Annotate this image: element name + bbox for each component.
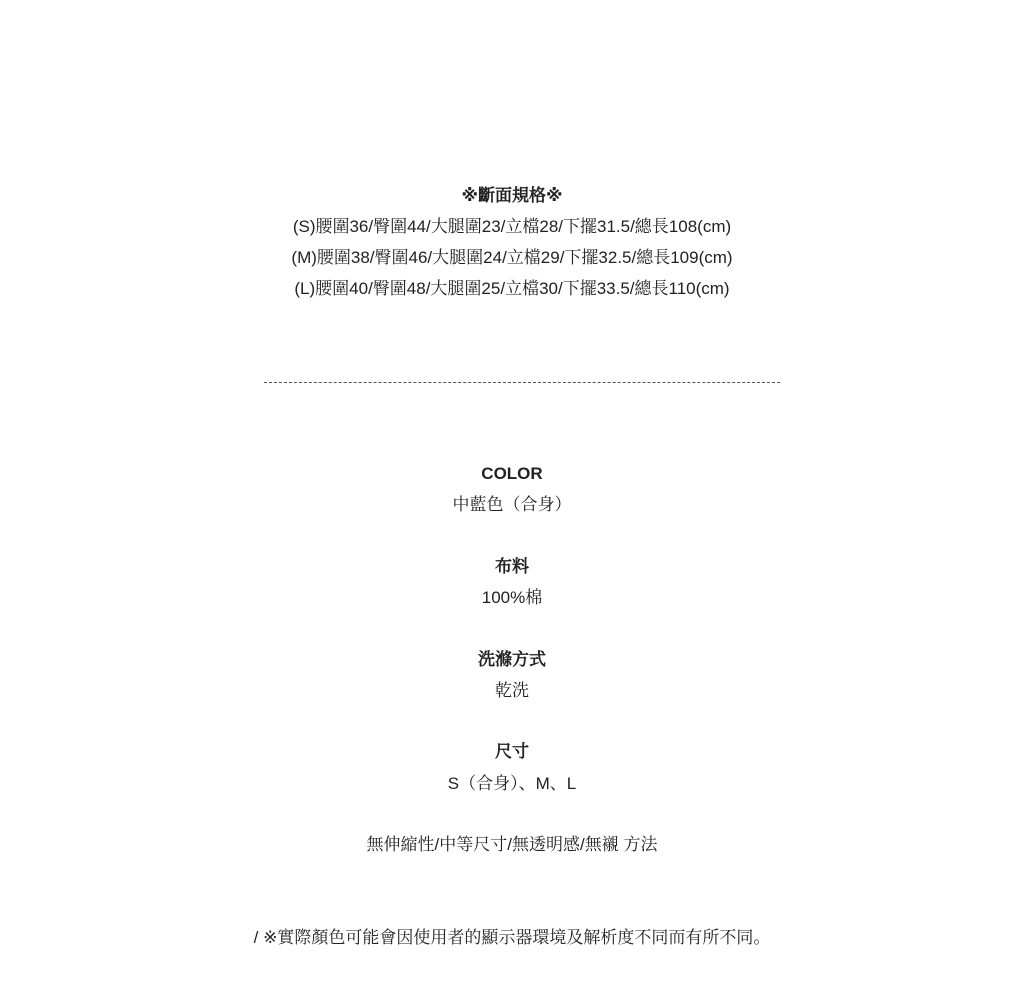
washing-label: 洗滌方式: [478, 650, 546, 669]
spec-row-m: (M)腰圍38/臀圍46/大腿圍24/立檔29/下擺32.5/總長109(cm): [291, 248, 733, 267]
spec-title: ※斷面規格※: [461, 186, 563, 205]
fabric-label: 布料: [495, 557, 529, 576]
divider: [264, 382, 780, 383]
spec-row-l: (L)腰圍40/臀圍48/大腿圍25/立檔30/下擺33.5/總長110(cm): [294, 279, 730, 298]
washing-value: 乾洗: [495, 681, 529, 700]
color-label: COLOR: [481, 464, 543, 483]
size-value: S（合身）、M、L: [447, 774, 577, 793]
disclaimer-text: / ※實際顏色可能會因使用者的顯示器環境及解析度不同而有所不同。: [253, 928, 771, 947]
fabric-value: 100%棉: [481, 588, 543, 607]
color-value: 中藍色（合身）: [452, 495, 572, 514]
size-label: 尺寸: [495, 742, 529, 761]
spec-row-s: (S)腰圍36/臀圍44/大腿圍23/立檔28/下擺31.5/總長108(cm): [292, 217, 732, 236]
features-text: 無伸縮性/中等尺寸/無透明感/無襯 方法: [366, 835, 658, 854]
